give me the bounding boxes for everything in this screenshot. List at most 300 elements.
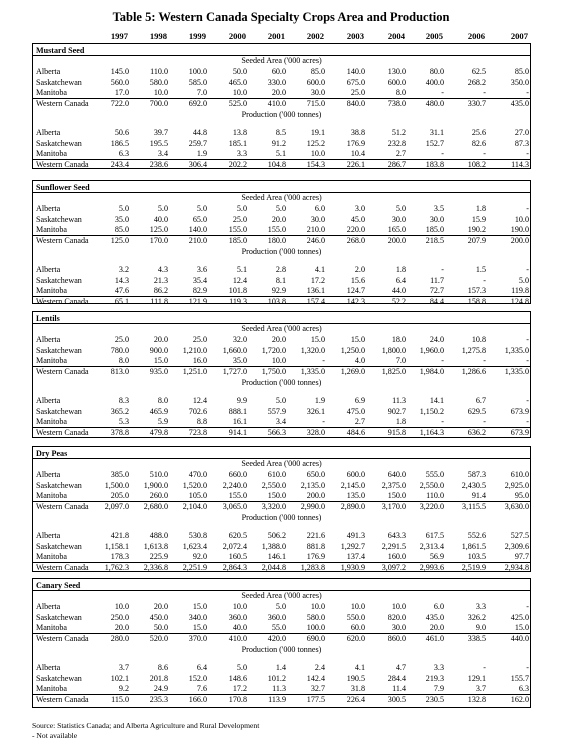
region-label: Western Canada xyxy=(36,159,89,169)
value-cell: 723.8 xyxy=(188,427,207,437)
value-cell: 3.4 xyxy=(275,417,286,427)
value-cell: 465.0 xyxy=(228,77,247,87)
value-cell: 16.1 xyxy=(232,417,247,427)
value-cell: 5.1 xyxy=(275,149,286,159)
value-cell: 675.0 xyxy=(346,77,365,87)
value-cell: 5.0 xyxy=(236,204,247,213)
value-cell: 6.0 xyxy=(433,602,444,611)
value-cell: 650.0 xyxy=(306,470,325,479)
value-cell: 465.9 xyxy=(149,406,168,416)
value-cell: 420.0 xyxy=(267,633,286,643)
region-label: Western Canada xyxy=(36,633,89,643)
crop-name: Sunflower Seed xyxy=(36,183,90,192)
value-cell: 124.8 xyxy=(510,296,529,306)
value-cell: 1,320.0 xyxy=(300,345,325,355)
year-header: 1998 xyxy=(149,31,167,41)
value-cell: 2,044.8 xyxy=(261,562,286,572)
value-cell: 475.0 xyxy=(346,406,365,416)
crop-section xyxy=(32,311,531,438)
value-cell: 246.0 xyxy=(306,235,325,245)
value-cell: 328.0 xyxy=(306,427,325,437)
value-cell: 738.0 xyxy=(387,98,406,108)
value-cell: 12.4 xyxy=(192,395,207,405)
value-cell: 8.0 xyxy=(395,88,406,98)
year-header: 2005 xyxy=(425,31,443,41)
value-cell: 15.0 xyxy=(153,356,168,366)
value-cell: 10.0 xyxy=(232,602,247,611)
value-cell: 1.8 xyxy=(475,204,486,213)
data-row xyxy=(33,633,530,644)
data-row xyxy=(33,214,530,225)
value-cell: 6.4 xyxy=(196,662,207,672)
value-cell: 50.6 xyxy=(114,127,129,137)
production-label: Production ('000 tonnes) xyxy=(241,247,322,257)
value-cell: 520.0 xyxy=(149,633,168,643)
value-cell: 6.3 xyxy=(518,684,529,694)
value-cell: 200.0 xyxy=(510,235,529,245)
value-cell: 9.0 xyxy=(475,623,486,633)
value-cell: 190.2 xyxy=(467,225,486,235)
value-cell: 3,320.0 xyxy=(261,501,286,511)
value-cell: 82.9 xyxy=(192,286,207,296)
value-cell: 200.0 xyxy=(387,235,406,245)
not-available-note: - Not available xyxy=(32,731,78,740)
year-header: 2003 xyxy=(346,31,364,41)
value-cell: 8.3 xyxy=(118,395,129,405)
value-cell: 580.0 xyxy=(149,77,168,87)
value-cell: 44.0 xyxy=(391,286,406,296)
value-cell: 85.0 xyxy=(514,67,529,76)
value-cell: 86.2 xyxy=(153,286,168,296)
region-label: Manitoba xyxy=(36,684,68,694)
area-label-row xyxy=(33,55,530,66)
value-cell: 2,993.6 xyxy=(419,562,444,572)
value-cell: 162.0 xyxy=(510,694,529,704)
value-cell: 860.0 xyxy=(387,633,406,643)
value-cell: 1,984.0 xyxy=(419,366,444,376)
value-cell: 2,519.9 xyxy=(461,562,486,572)
value-cell: 480.0 xyxy=(425,98,444,108)
value-cell: 20.0 xyxy=(153,335,168,344)
region-label: Saskatchewan xyxy=(36,480,82,490)
value-cell: 50.0 xyxy=(153,623,168,633)
value-cell: 142.3 xyxy=(346,296,365,306)
value-cell: - xyxy=(526,264,529,274)
value-cell: 1.5 xyxy=(475,264,486,274)
data-row xyxy=(33,345,530,356)
region-label: Alberta xyxy=(36,530,61,540)
value-cell: 585.0 xyxy=(188,77,207,87)
value-cell: 692.0 xyxy=(188,98,207,108)
value-cell: 91.2 xyxy=(271,138,286,148)
region-label: Alberta xyxy=(36,67,61,76)
value-cell: 243.4 xyxy=(110,159,129,169)
region-label: Alberta xyxy=(36,395,61,405)
value-cell: 80.0 xyxy=(429,67,444,76)
value-cell: 1,520.0 xyxy=(182,480,207,490)
value-cell: 65.0 xyxy=(192,214,207,224)
data-row xyxy=(33,541,530,552)
value-cell: 2,430.5 xyxy=(461,480,486,490)
value-cell: 10.0 xyxy=(514,214,529,224)
region-label: Western Canada xyxy=(36,694,89,704)
value-cell: 205.0 xyxy=(110,491,129,501)
value-cell: 20.0 xyxy=(153,602,168,611)
region-label: Western Canada xyxy=(36,562,89,572)
value-cell: 5.0 xyxy=(157,204,168,213)
data-row xyxy=(33,501,530,512)
value-cell: 62.5 xyxy=(471,67,486,76)
value-cell: 888.1 xyxy=(228,406,247,416)
value-cell: 185.1 xyxy=(228,138,247,148)
data-row xyxy=(33,694,530,705)
value-cell: 2,313.4 xyxy=(419,541,444,551)
value-cell: 560.0 xyxy=(110,77,129,87)
data-row xyxy=(33,66,530,77)
value-cell: 2,309.6 xyxy=(504,541,529,551)
value-cell: 31.1 xyxy=(429,127,444,137)
data-row xyxy=(33,530,530,541)
value-cell: 378.8 xyxy=(110,427,129,437)
value-cell: 60.0 xyxy=(271,67,286,76)
value-cell: 104.8 xyxy=(267,159,286,169)
value-cell: 9.2 xyxy=(118,684,129,694)
value-cell: 35.4 xyxy=(192,275,207,285)
value-cell: 555.0 xyxy=(425,470,444,479)
value-cell: 25.0 xyxy=(232,214,247,224)
value-cell: 218.5 xyxy=(425,235,444,245)
value-cell: 2,375.0 xyxy=(381,480,406,490)
data-row xyxy=(33,612,530,623)
value-cell: 24.0 xyxy=(429,335,444,344)
value-cell: 5.0 xyxy=(395,204,406,213)
value-cell: 600.0 xyxy=(387,77,406,87)
region-label: Saskatchewan xyxy=(36,138,82,148)
value-cell: 97.7 xyxy=(514,552,529,562)
total-rule xyxy=(33,694,530,695)
value-cell: 17.0 xyxy=(114,88,129,98)
value-cell: 491.3 xyxy=(346,530,365,540)
value-cell: 10.0 xyxy=(232,88,247,98)
value-cell: 2,864.3 xyxy=(222,562,247,572)
region-label: Alberta xyxy=(36,264,61,274)
value-cell: 2,336.8 xyxy=(143,562,168,572)
data-row xyxy=(33,77,530,88)
value-cell: 715.0 xyxy=(306,98,325,108)
value-cell: 103.8 xyxy=(267,296,286,306)
value-cell: 176.9 xyxy=(346,138,365,148)
value-cell: 103.5 xyxy=(467,552,486,562)
region-label: Saskatchewan xyxy=(36,612,82,622)
value-cell: 20.0 xyxy=(114,623,129,633)
value-cell: 250.0 xyxy=(110,612,129,622)
data-row xyxy=(33,366,530,377)
value-cell: 160.5 xyxy=(228,552,247,562)
value-cell: 142.4 xyxy=(306,673,325,683)
value-cell: 1.4 xyxy=(275,662,286,672)
area-label-row xyxy=(33,192,530,203)
value-cell: 326.1 xyxy=(306,406,325,416)
value-cell: 21.3 xyxy=(153,275,168,285)
value-cell: 145.0 xyxy=(110,67,129,76)
value-cell: 1,335.0 xyxy=(300,366,325,376)
region-label: Manitoba xyxy=(36,225,68,235)
value-cell: 1,388.0 xyxy=(261,541,286,551)
year-header: 2004 xyxy=(387,31,405,41)
value-cell: 260.0 xyxy=(149,491,168,501)
value-cell: 180.0 xyxy=(267,235,286,245)
value-cell: 1,623.4 xyxy=(182,541,207,551)
region-label: Manitoba xyxy=(36,356,68,366)
value-cell: - xyxy=(483,275,486,285)
value-cell: 6.4 xyxy=(395,275,406,285)
value-cell: 461.0 xyxy=(425,633,444,643)
year-header: 2007 xyxy=(510,31,528,41)
value-cell: 330.7 xyxy=(467,98,486,108)
value-cell: 3.4 xyxy=(157,149,168,159)
value-cell: 25.0 xyxy=(114,335,129,344)
value-cell: 4.0 xyxy=(354,356,365,366)
value-cell: 3.7 xyxy=(475,684,486,694)
value-cell: 186.5 xyxy=(110,138,129,148)
data-row xyxy=(33,285,530,296)
production-label: Production ('000 tonnes) xyxy=(241,378,322,388)
value-cell: 3.3 xyxy=(475,602,486,611)
value-cell: 20.0 xyxy=(429,623,444,633)
value-cell: 10.0 xyxy=(310,149,325,159)
region-label: Alberta xyxy=(36,335,61,344)
value-cell: - xyxy=(483,149,486,159)
year-header-row xyxy=(32,31,532,43)
value-cell: 220.0 xyxy=(346,225,365,235)
value-cell: - xyxy=(526,149,529,159)
value-cell: 185.0 xyxy=(425,225,444,235)
value-cell: 1,762.3 xyxy=(104,562,129,572)
value-cell: 148.6 xyxy=(228,673,247,683)
value-cell: 85.0 xyxy=(114,225,129,235)
value-cell: 820.0 xyxy=(387,612,406,622)
value-cell: 91.4 xyxy=(471,491,486,501)
value-cell: 160.0 xyxy=(387,552,406,562)
value-cell: 5.9 xyxy=(157,417,168,427)
value-cell: 1,164.3 xyxy=(419,427,444,437)
value-cell: 207.9 xyxy=(467,235,486,245)
year-header: 2006 xyxy=(467,31,485,41)
value-cell: 643.3 xyxy=(387,530,406,540)
production-label-row xyxy=(33,109,530,120)
value-cell: 32.7 xyxy=(310,684,325,694)
value-cell: 82.6 xyxy=(471,138,486,148)
value-cell: 225.9 xyxy=(149,552,168,562)
value-cell: 6.3 xyxy=(118,149,129,159)
value-cell: 326.2 xyxy=(467,612,486,622)
value-cell: - xyxy=(526,417,529,427)
value-cell: 170.0 xyxy=(149,235,168,245)
value-cell: 10.0 xyxy=(350,602,365,611)
value-cell: 7.0 xyxy=(196,88,207,98)
region-label: Manitoba xyxy=(36,491,68,501)
region-label: Saskatchewan xyxy=(36,673,82,683)
data-row xyxy=(33,296,530,307)
value-cell: - xyxy=(441,417,444,427)
section-divider xyxy=(33,458,530,459)
value-cell: 580.0 xyxy=(306,612,325,622)
production-label: Production ('000 tonnes) xyxy=(241,645,322,655)
value-cell: 557.9 xyxy=(267,406,286,416)
value-cell: 365.2 xyxy=(110,406,129,416)
value-cell: 2,550.0 xyxy=(261,480,286,490)
value-cell: - xyxy=(526,356,529,366)
value-cell: 140.0 xyxy=(188,225,207,235)
value-cell: 340.0 xyxy=(188,612,207,622)
value-cell: 119.3 xyxy=(229,296,247,306)
value-cell: 527.5 xyxy=(510,530,529,540)
value-cell: 15.0 xyxy=(192,602,207,611)
value-cell: 17.2 xyxy=(310,275,325,285)
value-cell: 20.0 xyxy=(271,214,286,224)
value-cell: 610.0 xyxy=(267,470,286,479)
value-cell: 3.3 xyxy=(236,149,247,159)
value-cell: 230.5 xyxy=(425,694,444,704)
crop-section xyxy=(32,180,531,304)
value-cell: 300.5 xyxy=(387,694,406,704)
value-cell: 177.5 xyxy=(306,694,325,704)
value-cell: 470.0 xyxy=(188,470,207,479)
data-row xyxy=(33,264,530,275)
value-cell: 330.0 xyxy=(267,77,286,87)
region-label: Western Canada xyxy=(36,235,89,245)
value-cell: 552.6 xyxy=(467,530,486,540)
value-cell: 3.3 xyxy=(433,662,444,672)
value-cell: 201.8 xyxy=(149,673,168,683)
value-cell: 30.0 xyxy=(310,88,325,98)
value-cell: 125.2 xyxy=(306,138,325,148)
value-cell: 1,900.0 xyxy=(143,480,168,490)
section-divider xyxy=(33,590,530,591)
value-cell: 111.8 xyxy=(150,296,168,306)
crop-section xyxy=(32,578,531,708)
year-header: 2000 xyxy=(228,31,246,41)
value-cell: 2,135.0 xyxy=(300,480,325,490)
value-cell: - xyxy=(441,149,444,159)
value-cell: - xyxy=(441,88,444,98)
value-cell: 10.0 xyxy=(310,602,325,611)
value-cell: 268.0 xyxy=(346,235,365,245)
value-cell: 8.1 xyxy=(275,275,286,285)
value-cell: 110.0 xyxy=(150,67,168,76)
value-cell: 5.1 xyxy=(236,264,247,274)
value-cell: 44.8 xyxy=(192,127,207,137)
value-cell: 2,240.0 xyxy=(222,480,247,490)
total-rule xyxy=(33,501,530,502)
data-row xyxy=(33,275,530,286)
value-cell: 95.0 xyxy=(514,491,529,501)
total-rule xyxy=(33,98,530,99)
value-cell: 55.0 xyxy=(271,623,286,633)
value-cell: 780.0 xyxy=(110,345,129,355)
value-cell: 3.6 xyxy=(196,264,207,274)
crop-name: Dry Peas xyxy=(36,449,68,458)
value-cell: 35.0 xyxy=(232,356,247,366)
value-cell: 155.0 xyxy=(228,491,247,501)
value-cell: 525.0 xyxy=(228,98,247,108)
value-cell: 100.0 xyxy=(188,67,207,76)
value-cell: 410.0 xyxy=(228,633,247,643)
value-cell: 155.0 xyxy=(228,225,247,235)
value-cell: 1,750.0 xyxy=(261,366,286,376)
value-cell: - xyxy=(441,264,444,274)
value-cell: 268.2 xyxy=(467,77,486,87)
value-cell: 15.9 xyxy=(471,214,486,224)
value-cell: 5.0 xyxy=(275,395,286,405)
value-cell: 129.1 xyxy=(467,673,486,683)
value-cell: 14.3 xyxy=(114,275,129,285)
value-cell: 115.0 xyxy=(111,694,129,704)
value-cell: 6.7 xyxy=(475,395,486,405)
value-cell: 5.0 xyxy=(118,204,129,213)
value-cell: 3.0 xyxy=(354,204,365,213)
value-cell: 1.8 xyxy=(395,417,406,427)
value-cell: 3,220.0 xyxy=(419,501,444,511)
crop-name: Lentils xyxy=(36,314,60,323)
value-cell: 1,727.0 xyxy=(222,366,247,376)
value-cell: 87.3 xyxy=(514,138,529,148)
region-label: Alberta xyxy=(36,127,61,137)
value-cell: 121.9 xyxy=(188,296,207,306)
value-cell: 10.0 xyxy=(391,602,406,611)
value-cell: - xyxy=(526,88,529,98)
region-label: Alberta xyxy=(36,602,61,611)
value-cell: 158.8 xyxy=(467,296,486,306)
value-cell: 8.0 xyxy=(118,356,129,366)
value-cell: - xyxy=(483,417,486,427)
value-cell: 20.0 xyxy=(271,335,286,344)
value-cell: 38.8 xyxy=(350,127,365,137)
year-header: 2002 xyxy=(306,31,324,41)
region-label: Alberta xyxy=(36,470,61,479)
value-cell: 4.7 xyxy=(395,662,406,672)
value-cell: 450.0 xyxy=(149,612,168,622)
value-cell: 935.0 xyxy=(149,366,168,376)
value-cell: 421.8 xyxy=(110,530,129,540)
value-cell: 102.1 xyxy=(110,673,129,683)
value-cell: 219.3 xyxy=(425,673,444,683)
value-cell: 7.6 xyxy=(196,684,207,694)
region-label: Western Canada xyxy=(36,366,89,376)
data-row xyxy=(33,355,530,366)
value-cell: 47.6 xyxy=(114,286,129,296)
value-cell: 84.4 xyxy=(429,296,444,306)
region-label: Western Canada xyxy=(36,296,89,306)
region-label: Alberta xyxy=(36,662,61,672)
data-row xyxy=(33,203,530,214)
value-cell: - xyxy=(483,662,486,672)
value-cell: 108.2 xyxy=(467,159,486,169)
value-cell: 2.0 xyxy=(354,264,365,274)
value-cell: 119.8 xyxy=(511,286,529,296)
value-cell: 101.2 xyxy=(267,673,286,683)
value-cell: 125.0 xyxy=(110,235,129,245)
value-cell: 360.0 xyxy=(228,612,247,622)
value-cell: 280.0 xyxy=(110,633,129,643)
value-cell: 660.0 xyxy=(228,470,247,479)
value-cell: 10.0 xyxy=(114,602,129,611)
value-cell: 550.0 xyxy=(346,612,365,622)
total-rule xyxy=(33,296,530,297)
data-row xyxy=(33,416,530,427)
value-cell: 32.0 xyxy=(232,335,247,344)
region-label: Alberta xyxy=(36,204,61,213)
